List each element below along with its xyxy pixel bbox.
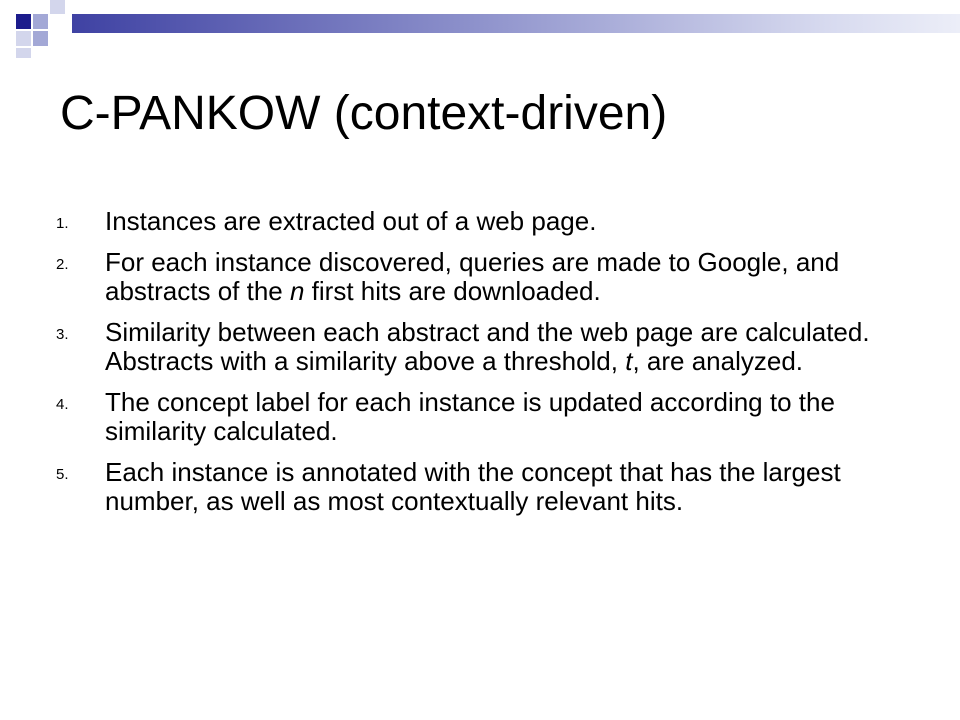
item-number: 3. <box>56 326 69 343</box>
slide-title: C-PANKOW (context-driven) <box>60 87 668 140</box>
list-item <box>56 388 936 446</box>
item-text: Each instance is annotated with the concept that has the largest number, as well as most contextually relevant hits. <box>105 457 841 516</box>
lavender-square <box>33 31 48 46</box>
numbered-list <box>56 207 936 528</box>
header-decoration <box>0 0 960 60</box>
item-number: 5. <box>56 466 69 483</box>
italic-variable: t <box>625 346 633 376</box>
item-text-part: , are analyzed. <box>632 346 804 376</box>
item-text: Instances are extracted out of a web page. <box>105 206 597 236</box>
navy-square <box>16 14 31 29</box>
item-text <box>105 318 936 376</box>
pale-square <box>50 0 65 14</box>
lavender-square <box>33 14 48 29</box>
list-item <box>56 318 936 376</box>
list-item <box>56 458 936 516</box>
item-text-part: For each instance discovered, queries are made to Google, and abstracts of the <box>105 247 840 306</box>
pale-square <box>16 48 31 58</box>
list-item <box>56 248 936 306</box>
item-text <box>105 248 936 306</box>
pale-square <box>16 31 31 46</box>
item-text: The concept label for each instance is updated according to the similarity calculated. <box>105 387 835 446</box>
item-number: 1. <box>56 215 69 232</box>
item-text-part: first hits are downloaded. <box>304 276 601 306</box>
italic-variable: n <box>289 276 305 306</box>
gradient-bar <box>72 14 960 33</box>
item-number: 4. <box>56 396 69 413</box>
item-number: 2. <box>56 256 69 273</box>
item-text-part: Similarity between each abstract and the web page are calculated. Abstracts with a similarity above a threshold, <box>105 317 870 376</box>
list-item <box>56 207 936 236</box>
